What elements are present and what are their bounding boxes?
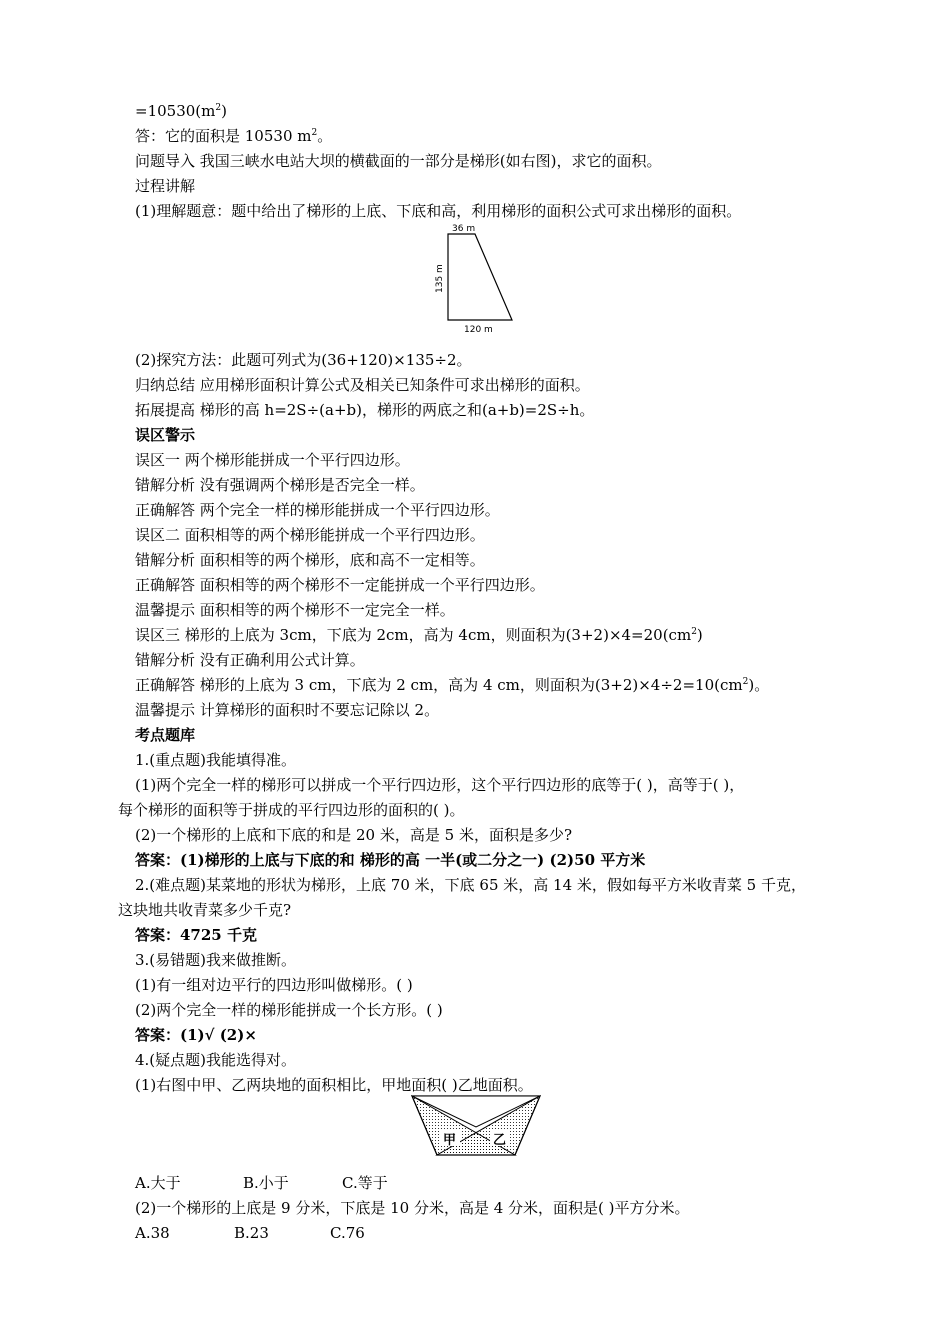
question-3-part-2: (2)两个完全一样的梯形能拼成一个长方形。( ) (135, 1001, 443, 1019)
option-b-2: B.23 (234, 1224, 269, 1242)
question-4-title: 4.(疑点题)我能选得对。 (135, 1051, 297, 1069)
line-tip-2: 温馨提示 计算梯形的面积时不要忘记除以 2。 (135, 701, 440, 719)
height-label: 135 m (435, 264, 445, 293)
triangles-figure (410, 1094, 542, 1160)
line-understand: (1)理解题意：题中给出了梯形的上底、下底和高，利用梯形的面积公式可求出梯形的面积。 (135, 202, 742, 220)
question-2-cont: 这块地共收青菜多少千克? (118, 901, 292, 919)
text: )。 (748, 676, 770, 694)
line-extension: 拓展提高 梯形的高 h=2S÷(a+b)，梯形的两底之和(a+b)=2S÷h。 (135, 401, 595, 419)
option-a-1: A.大于 (135, 1174, 181, 1192)
section-heading-misconceptions: 误区警示 (135, 426, 196, 444)
top-base-label: 36 m (452, 224, 476, 234)
line-correct-answer-1: 正确解答 两个完全一样的梯形能拼成一个平行四边形。 (135, 501, 500, 519)
label-yi: 乙 (493, 1133, 507, 1148)
line-misconception-3 (135, 625, 703, 645)
text: ) (696, 626, 703, 644)
line-correct-answer-2: 正确解答 面积相等的两个梯形不一定能拼成一个平行四边形。 (135, 576, 545, 594)
line-problem-intro: 问题导入 我国三峡水电站大坝的横截面的一部分是梯形(如右图)，求它的面积。 (135, 152, 662, 170)
line-tip-1: 温馨提示 面积相等的两个梯形不一定完全一样。 (135, 601, 455, 619)
option-c-1: C.等于 (342, 1174, 388, 1192)
question-4-part-1: (1)右图中甲、乙两块地的面积相比，甲地面积( )乙地面积。 (135, 1076, 533, 1094)
option-b-1: B.小于 (243, 1174, 289, 1192)
answer-3: 答案：(1)√ (2)× (135, 1026, 257, 1044)
option-a-2: A.38 (135, 1224, 170, 1242)
question-1-title: 1.(重点题)我能填得准。 (135, 751, 297, 769)
superscript: 2 (742, 677, 749, 687)
question-1-part-1-cont: 每个梯形的面积等于拼成的平行四边形的面积的( )。 (118, 801, 465, 819)
line-misconception-2: 误区二 面积相等的两个梯形能拼成一个平行四边形。 (135, 526, 485, 544)
superscript: 2 (691, 627, 697, 637)
text: 误区三 梯形的上底为 3cm，下底为 2cm，高为 4cm，则面积为(3+2)×4=20(cm (135, 626, 692, 644)
question-1-part-1: (1)两个完全一样的梯形可以拼成一个平行四边形，这个平行四边形的底等于( )，高等于( )， (135, 776, 745, 794)
line-answer (135, 126, 332, 146)
bottom-base-label: 120 m (464, 325, 493, 335)
answer-2: 答案：4725 千克 (135, 926, 257, 944)
question-3-part-1: (1)有一组对边平行的四边形叫做梯形。( ) (135, 976, 413, 994)
question-3-title: 3.(易错题)我来做推断。 (135, 951, 297, 969)
line-error-analysis-1: 错解分析 没有强调两个梯形是否完全一样。 (135, 476, 425, 494)
line-area-result (135, 101, 227, 121)
label-jia: 甲 (443, 1133, 457, 1148)
question-2: 2.(难点题)某菜地的形状为梯形，上底 70 米，下底 65 米，高 14 米，假如每平方米收青菜 5 千克， (135, 876, 806, 894)
line-error-analysis-3: 错解分析 没有正确利用公式计算。 (135, 651, 365, 669)
line-error-analysis-2: 错解分析 面积相等的两个梯形，底和高不一定相等。 (135, 551, 485, 569)
line-misconception-1: 误区一 两个梯形能拼成一个平行四边形。 (135, 451, 410, 469)
superscript: 2 (311, 128, 318, 138)
text: 答：它的面积是 10530 m (135, 127, 312, 145)
line-process-heading: 过程讲解 (135, 177, 196, 195)
line-correct-answer-3 (135, 675, 769, 695)
text: 。 (317, 127, 333, 145)
superscript: 2 (215, 103, 222, 113)
trapezoid-shape (448, 234, 512, 320)
text: 正确解答 梯形的上底为 3 cm，下底为 2 cm，高为 4 cm，则面积为(3+2)×4÷2=10(cm (135, 676, 743, 694)
text: =10530(m (135, 102, 216, 120)
trapezoid-figure (430, 221, 520, 337)
line-method: (2)探究方法：此题可列式为(36+120)×135÷2。 (135, 351, 472, 369)
option-c-2: C.76 (330, 1224, 365, 1242)
answer-1: 答案：(1)梯形的上底与下底的和 梯形的高 一半(或二分之一) (2)50 平方米 (135, 851, 646, 869)
question-4-part-2: (2)一个梯形的上底是 9 分米，下底是 10 分米，高是 4 分米，面积是( )平方分米。 (135, 1199, 690, 1217)
text: ) (221, 102, 227, 120)
question-1-part-2: (2)一个梯形的上底和下底的和是 20 米，高是 5 米，面积是多少? (135, 826, 572, 844)
line-summary: 归纳总结 应用梯形面积计算公式及相关已知条件可求出梯形的面积。 (135, 376, 590, 394)
section-heading-exercises: 考点题库 (135, 726, 196, 744)
